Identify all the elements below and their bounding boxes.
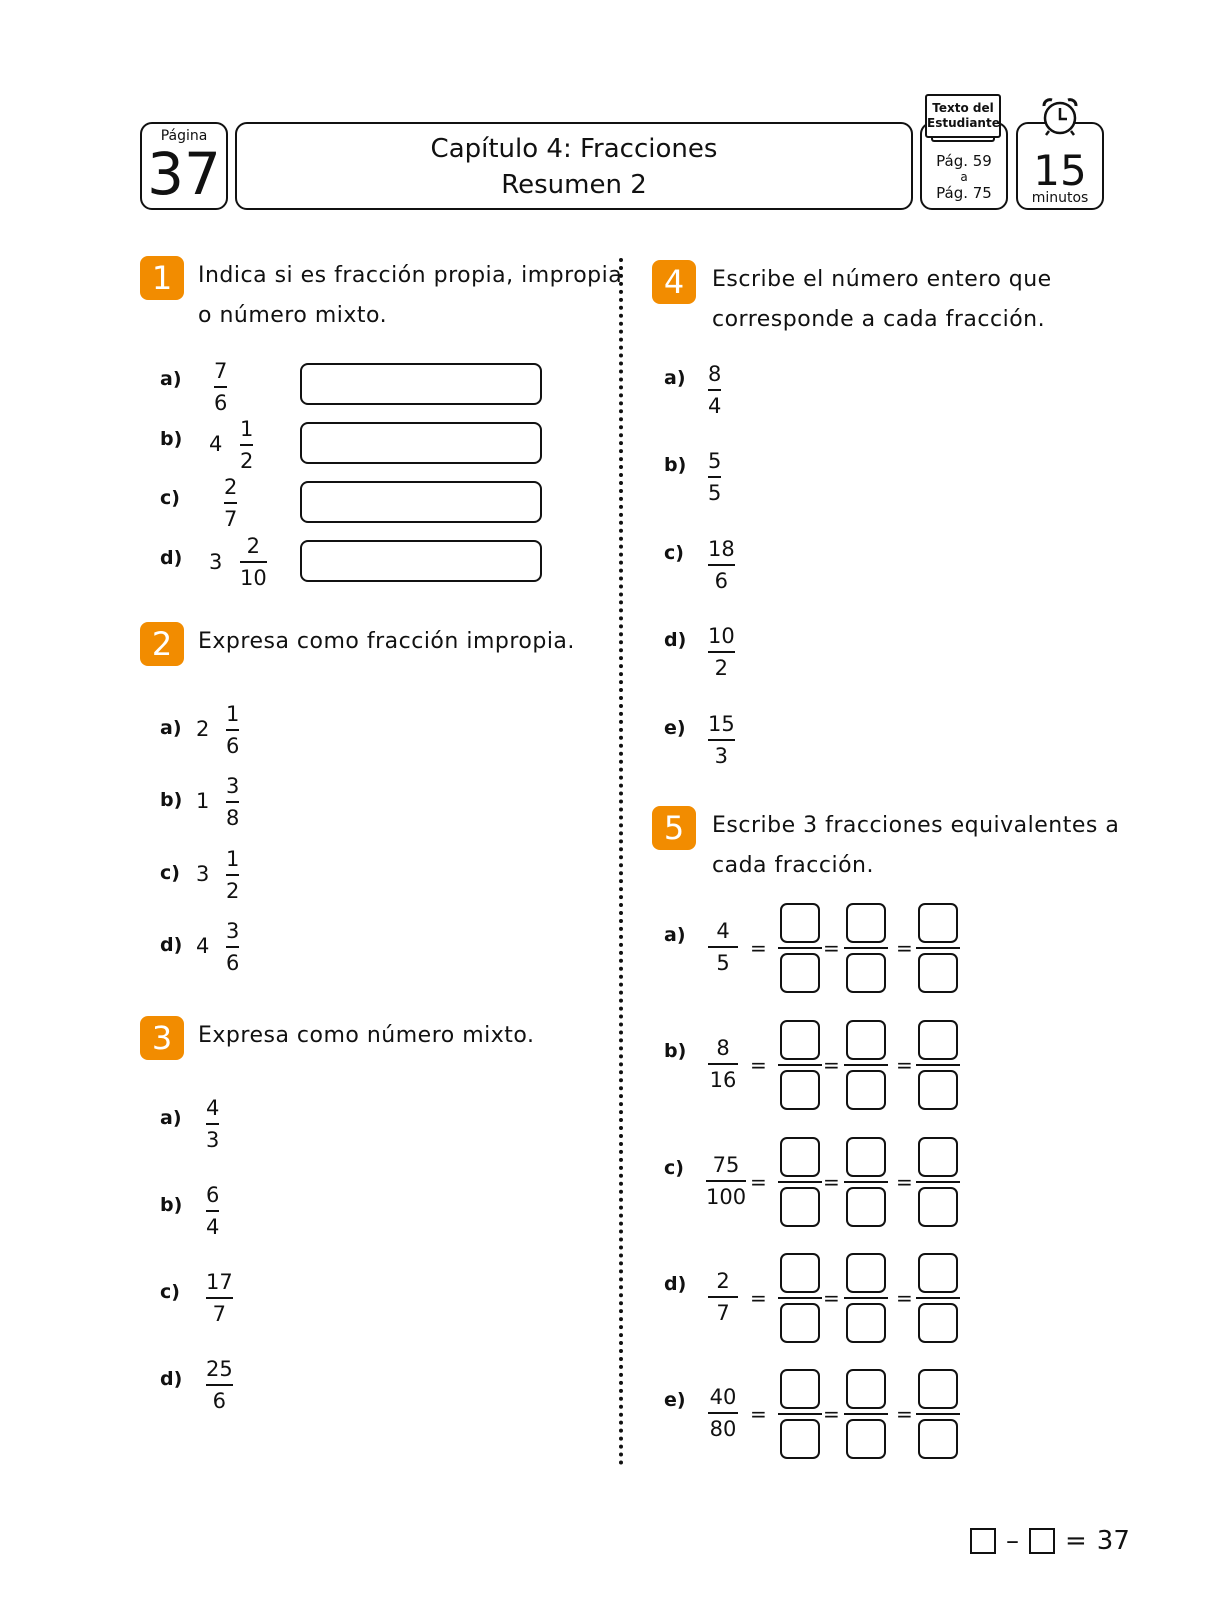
fraction [224, 474, 237, 532]
item-label: c) [664, 542, 684, 564]
numerator: 8 [708, 362, 722, 386]
denominator: 3 [714, 744, 729, 768]
fraction [708, 448, 721, 506]
item-label: d) [664, 629, 687, 651]
denominator: 80 [709, 1417, 737, 1441]
answer-fraction[interactable] [918, 1369, 958, 1459]
fraction [708, 1035, 738, 1093]
equals-sign: = [750, 1402, 767, 1426]
numerator: 7 [214, 359, 228, 383]
numerator: 2 [716, 1269, 730, 1293]
numerator-box[interactable] [780, 903, 820, 943]
answer-fraction[interactable] [918, 1253, 958, 1343]
numerator: 5 [708, 449, 722, 473]
page-number: 37 [147, 140, 221, 208]
book-label-1: Texto del [932, 101, 994, 115]
denominator-box[interactable] [846, 1419, 886, 1459]
numerator-box[interactable] [846, 1020, 886, 1060]
numerator: 15 [708, 712, 735, 736]
item-label: a) [160, 1107, 182, 1129]
denominator: 10 [240, 566, 267, 590]
item-label: d) [160, 1368, 183, 1390]
equals-sign: = [750, 1286, 767, 1310]
denominator: 6 [714, 569, 729, 593]
numerator-box[interactable] [780, 1253, 820, 1293]
answer-box[interactable] [300, 422, 542, 464]
fraction [706, 1152, 746, 1210]
footer-result: 37 [1096, 1526, 1130, 1556]
numerator: 2 [246, 534, 261, 558]
instruction-line: corresponde a cada fracción. [712, 307, 1046, 332]
numerator-box[interactable] [918, 1369, 958, 1409]
item-label: b) [664, 454, 687, 476]
equals-sign: = [750, 936, 767, 960]
denominator-box[interactable] [780, 1187, 820, 1227]
fraction [708, 536, 735, 594]
minus-sign: – [1006, 1526, 1019, 1556]
numerator: 18 [708, 537, 735, 561]
item-label: b) [664, 1040, 687, 1062]
whole-number: 1 [196, 789, 210, 813]
exercise-4-instruction [712, 260, 1052, 340]
answer-fraction[interactable] [918, 1137, 958, 1227]
equals-sign: = [823, 936, 840, 960]
fraction [240, 533, 267, 591]
denominator: 5 [708, 481, 722, 505]
fraction [206, 1182, 219, 1240]
alarm-clock-icon [1040, 96, 1080, 136]
numerator: 8 [716, 1036, 730, 1060]
denominator: 5 [716, 951, 730, 975]
fraction [708, 1268, 738, 1326]
answer-fraction[interactable] [846, 1369, 886, 1459]
denominator: 8 [226, 806, 240, 830]
footer-box[interactable] [1029, 1528, 1055, 1554]
fraction [226, 918, 239, 976]
answer-fraction[interactable] [918, 1020, 958, 1110]
denominator: 7 [212, 1302, 227, 1326]
numerator: 75 [712, 1153, 740, 1177]
numerator-box[interactable] [918, 903, 958, 943]
exercise-4-badge: 4 [652, 260, 696, 304]
numerator: 1 [226, 847, 240, 871]
numerator: 6 [206, 1183, 220, 1207]
answer-fraction[interactable] [846, 903, 886, 993]
denominator: 6 [214, 391, 228, 415]
instruction-line: o número mixto. [198, 303, 388, 328]
denominator: 6 [226, 734, 240, 758]
answer-fraction[interactable] [846, 1253, 886, 1343]
numerator: 1 [226, 702, 240, 726]
equals-sign: = [823, 1053, 840, 1077]
fraction [708, 918, 738, 976]
numerator-box[interactable] [918, 1020, 958, 1060]
answer-fraction[interactable] [780, 1020, 820, 1110]
equals-sign: = [896, 1402, 913, 1426]
denominator: 2 [240, 449, 254, 473]
denominator: 7 [224, 507, 238, 531]
item-label: d) [160, 547, 183, 569]
equals-sign: = [896, 1286, 913, 1310]
denominator: 4 [708, 394, 722, 418]
whole-number: 3 [209, 550, 223, 574]
item-label: c) [160, 487, 180, 509]
whole-number: 3 [196, 862, 210, 886]
denominator-box[interactable] [780, 1303, 820, 1343]
denominator-box[interactable] [846, 1303, 886, 1343]
fraction [226, 773, 239, 831]
time-unit: minutos [1031, 190, 1089, 206]
item-label: a) [664, 924, 686, 946]
numerator-box[interactable] [846, 1137, 886, 1177]
answer-fraction[interactable] [918, 903, 958, 993]
time-value: 15 [1033, 146, 1087, 195]
instruction-line: Indica si es fracción propia, impropia [198, 263, 623, 288]
item-label: a) [160, 368, 182, 390]
numerator-box[interactable] [846, 903, 886, 943]
footer-box[interactable] [970, 1528, 996, 1554]
equals-sign: = [823, 1286, 840, 1310]
denominator-box[interactable] [918, 953, 958, 993]
item-label: a) [664, 367, 686, 389]
equals-sign: = [896, 936, 913, 960]
equals-sign: = [823, 1170, 840, 1194]
exercise-1-instruction [198, 256, 622, 336]
item-label: a) [160, 717, 182, 739]
equals-sign: = [896, 1053, 913, 1077]
denominator-box[interactable] [780, 1070, 820, 1110]
equals-sign: = [1065, 1526, 1087, 1556]
whole-number: 4 [209, 432, 223, 456]
answer-box[interactable] [300, 540, 542, 582]
chapter-title: Capítulo 4: Fracciones [430, 134, 718, 164]
equals-sign: = [896, 1170, 913, 1194]
fraction [226, 846, 239, 904]
fraction [240, 416, 253, 474]
fraction [206, 1356, 233, 1414]
denominator-box[interactable] [780, 953, 820, 993]
denominator-box[interactable] [918, 1070, 958, 1110]
fraction [226, 701, 239, 759]
item-label: c) [160, 1281, 180, 1303]
denominator: 6 [212, 1389, 227, 1413]
denominator: 4 [206, 1215, 220, 1239]
denominator: 2 [714, 656, 729, 680]
exercise-3-badge: 3 [140, 1016, 184, 1060]
answer-fraction[interactable] [846, 1020, 886, 1110]
denominator: 3 [206, 1128, 220, 1152]
denominator-box[interactable] [918, 1187, 958, 1227]
denominator-box[interactable] [846, 1070, 886, 1110]
answer-fraction[interactable] [780, 1137, 820, 1227]
numerator: 3 [226, 774, 240, 798]
answer-fraction[interactable] [780, 1253, 820, 1343]
equals-sign: = [823, 1402, 840, 1426]
numerator-box[interactable] [780, 1020, 820, 1060]
numerator: 2 [224, 475, 238, 499]
item-label: b) [160, 428, 183, 450]
answer-box[interactable] [300, 481, 542, 523]
fraction [214, 358, 227, 416]
item-label: b) [160, 1194, 183, 1216]
numerator: 40 [709, 1385, 737, 1409]
numerator-box[interactable] [918, 1137, 958, 1177]
denominator: 6 [226, 951, 240, 975]
numerator-box[interactable] [846, 1369, 886, 1409]
page-number-box [140, 122, 228, 210]
equals-sign: = [750, 1053, 767, 1077]
numerator: 17 [206, 1270, 233, 1294]
denominator: 16 [709, 1068, 737, 1092]
book-label-2: Estudiante [927, 116, 1000, 130]
item-label: e) [664, 1389, 686, 1411]
denominator-box[interactable] [846, 1187, 886, 1227]
numerator-box[interactable] [846, 1253, 886, 1293]
denominator: 2 [226, 879, 240, 903]
numerator: 10 [708, 624, 735, 648]
page-label: Página [160, 128, 208, 144]
answer-box[interactable] [300, 363, 542, 405]
fraction [708, 1384, 738, 1442]
denominator: 100 [706, 1185, 747, 1209]
denominator-box[interactable] [846, 953, 886, 993]
answer-fraction[interactable] [780, 1369, 820, 1459]
footer-equation [970, 1526, 1130, 1556]
fraction [708, 711, 735, 769]
answer-fraction[interactable] [846, 1137, 886, 1227]
column-divider [619, 258, 623, 1466]
denominator-box[interactable] [918, 1419, 958, 1459]
whole-number: 2 [196, 717, 210, 741]
exercise-1-badge: 1 [140, 256, 184, 300]
numerator: 3 [226, 919, 240, 943]
numerator: 25 [206, 1357, 233, 1381]
whole-number: 4 [196, 934, 210, 958]
item-label: d) [664, 1273, 687, 1295]
item-label: e) [664, 717, 686, 739]
denominator-box[interactable] [918, 1303, 958, 1343]
answer-fraction[interactable] [780, 903, 820, 993]
equals-sign: = [750, 1170, 767, 1194]
fraction [708, 623, 735, 681]
exercise-5-badge: 5 [652, 806, 696, 850]
item-label: c) [664, 1157, 684, 1179]
exercise-2-badge: 2 [140, 622, 184, 666]
fraction [708, 361, 721, 419]
item-label: c) [160, 862, 180, 884]
book-icon [925, 94, 1001, 138]
numerator: 4 [716, 919, 730, 943]
numerator: 4 [206, 1096, 220, 1120]
item-label: d) [160, 934, 183, 956]
exercise-5-instruction [712, 806, 1119, 886]
page-to: Pág. 75 [936, 184, 992, 202]
page-separator: a [960, 170, 968, 184]
fraction [206, 1269, 233, 1327]
denominator-box[interactable] [780, 1419, 820, 1459]
subtitle: Resumen 2 [501, 170, 647, 200]
numerator-box[interactable] [780, 1369, 820, 1409]
instruction-line: Escribe el número entero que [712, 267, 1052, 292]
numerator-box[interactable] [780, 1137, 820, 1177]
instruction-line: Escribe 3 fracciones equivalentes a [712, 813, 1120, 838]
page-from: Pág. 59 [936, 152, 992, 170]
title-box [235, 122, 913, 210]
instruction-line: cada fracción. [712, 853, 874, 878]
numerator-box[interactable] [918, 1253, 958, 1293]
exercise-3-instruction: Expresa como número mixto. [198, 1023, 535, 1048]
exercise-2-instruction: Expresa como fracción impropia. [198, 629, 575, 654]
denominator: 7 [716, 1301, 730, 1325]
fraction [206, 1095, 219, 1153]
numerator: 1 [240, 417, 254, 441]
item-label: b) [160, 789, 183, 811]
